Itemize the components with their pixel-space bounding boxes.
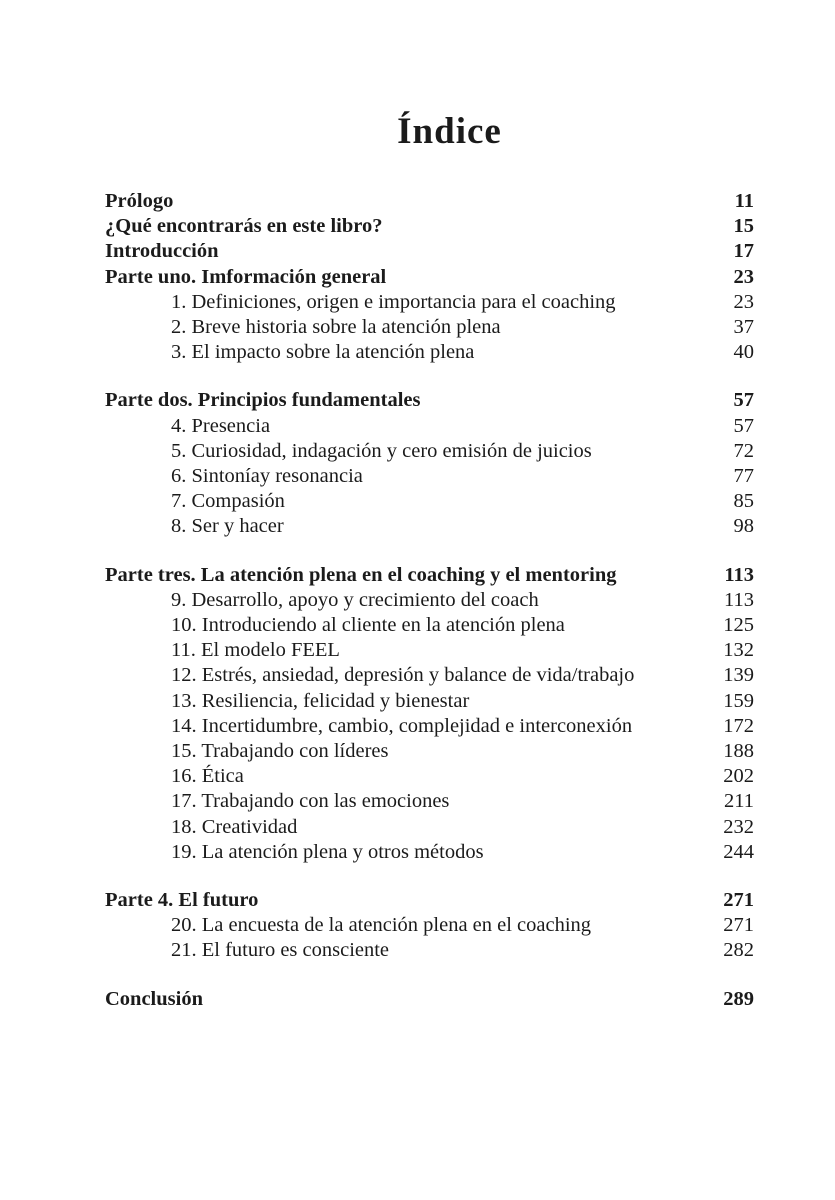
toc-entry-title: 18. Creatividad <box>171 815 298 838</box>
toc-entry-page: 232 <box>723 815 754 838</box>
toc-row <box>105 214 754 239</box>
toc-entry-title: ¿Qué encontrarás en este libro? <box>105 215 383 238</box>
toc-entry-title: 19. La atención plena y otros métodos <box>171 840 484 863</box>
toc-entry-title: 20. La encuesta de la atención plena en el coaching <box>171 914 592 937</box>
toc-list <box>105 189 754 1012</box>
toc-entry-title: Conclusión <box>105 987 203 1010</box>
toc-entry-page: 23 <box>733 290 754 313</box>
toc-row <box>105 464 754 489</box>
toc-row <box>105 265 754 290</box>
toc-row <box>105 840 754 865</box>
toc-entry-page: 244 <box>723 840 754 863</box>
toc-entry-page: 113 <box>724 563 754 586</box>
toc-entry-page: 57 <box>733 389 754 412</box>
toc-entry-page: 11 <box>734 190 754 212</box>
toc-row <box>105 189 754 214</box>
toc-row <box>105 938 754 963</box>
toc-entry-title: 14. Incertidumbre, cambio, complejidad e interconexión <box>171 714 633 737</box>
toc-entry-page: 57 <box>733 414 754 437</box>
toc-entry-title: 8. Ser y hacer <box>171 515 284 538</box>
toc-row <box>105 489 754 514</box>
toc-row <box>105 663 754 688</box>
toc-row <box>105 913 754 938</box>
toc-row <box>105 290 754 315</box>
toc-row <box>105 714 754 739</box>
toc-entry-title: Parte tres. La atención plena en el coaching y el mentoring <box>105 563 617 586</box>
toc-entry-title: 17. Trabajando con las emociones <box>171 790 450 813</box>
toc-entry-page: 289 <box>723 987 754 1010</box>
toc-entry-title: Introducción <box>105 240 219 263</box>
toc-entry-page: 139 <box>723 664 754 687</box>
toc-entry-page: 85 <box>733 490 754 513</box>
toc-entry-page: 282 <box>723 939 754 962</box>
toc-entry-title: 11. El modelo FEEL <box>171 639 340 662</box>
toc-entry-page: 211 <box>724 790 754 813</box>
toc-row <box>105 789 754 814</box>
toc-row <box>105 340 754 365</box>
toc-row <box>105 888 754 913</box>
toc-entry-title: 4. Presencia <box>171 414 271 437</box>
toc-entry-title: 21. El futuro es consciente <box>171 939 390 962</box>
toc-row <box>105 315 754 340</box>
toc-entry-title: Parte 4. El futuro <box>105 889 259 912</box>
toc-row <box>105 638 754 663</box>
toc-entry-page: 188 <box>723 740 754 763</box>
toc-row <box>105 613 754 638</box>
toc-entry-page: 15 <box>733 215 754 238</box>
toc-entry-page: 98 <box>733 515 754 538</box>
toc-entry-title: 6. Sintoníay resonancia <box>171 465 363 488</box>
toc-entry-title: 16. Ética <box>171 765 244 788</box>
toc-entry-page: 17 <box>733 240 754 263</box>
toc-entry-page: 40 <box>733 341 754 364</box>
page-title: Índice <box>397 111 502 152</box>
toc-entry-page: 172 <box>723 714 754 737</box>
toc-row <box>105 588 754 613</box>
toc-entry-page: 202 <box>723 765 754 788</box>
toc-entry-title: 3. El impacto sobre la atención plena <box>171 341 475 364</box>
toc-entry-title: 10. Introduciendo al cliente en la atención plena <box>171 614 565 637</box>
toc-entry-title: 1. Definiciones, origen e importancia para el coaching <box>171 290 616 313</box>
toc-entry-title: 13. Resiliencia, felicidad y bienestar <box>171 689 470 712</box>
toc-entry-page: 271 <box>723 914 754 937</box>
toc-entry-page: 23 <box>733 265 754 288</box>
toc-entry-page: 132 <box>723 639 754 662</box>
toc-entry-page: 72 <box>733 439 754 462</box>
toc-entry-title: Prólogo <box>105 190 174 212</box>
toc-entry-title: 7. Compasión <box>171 490 285 513</box>
toc-row <box>105 439 754 464</box>
toc-entry-title: 5. Curiosidad, indagación y cero emisión de juicios <box>171 439 592 462</box>
toc-entry-page: 271 <box>723 889 754 912</box>
toc-row <box>105 739 754 764</box>
toc-row <box>105 689 754 714</box>
toc-entry-page: 113 <box>724 588 754 611</box>
toc-entry-title: 12. Estrés, ansiedad, depresión y balance de vida/trabajo <box>171 664 635 687</box>
toc-entry-title: 15. Trabajando con líderes <box>171 740 389 763</box>
toc-entry-page: 125 <box>723 614 754 637</box>
toc-entry-page: 159 <box>723 689 754 712</box>
toc-row <box>105 414 754 439</box>
toc-row <box>105 815 754 840</box>
toc-entry-page: 77 <box>733 465 754 488</box>
toc-row <box>105 987 754 1012</box>
toc-entry-title: Parte dos. Principios fundamentales <box>105 389 421 412</box>
toc-entry-title: 2. Breve historia sobre la atención plena <box>171 316 501 339</box>
toc-entry-page: 37 <box>733 316 754 339</box>
toc-row <box>105 764 754 789</box>
toc-row <box>105 388 754 413</box>
toc-row <box>105 239 754 264</box>
toc-row <box>105 514 754 539</box>
toc-row <box>105 563 754 588</box>
toc-entry-title: 9. Desarrollo, apoyo y crecimiento del coach <box>171 588 539 611</box>
toc-entry-title: Parte uno. Imformación general <box>105 265 387 288</box>
